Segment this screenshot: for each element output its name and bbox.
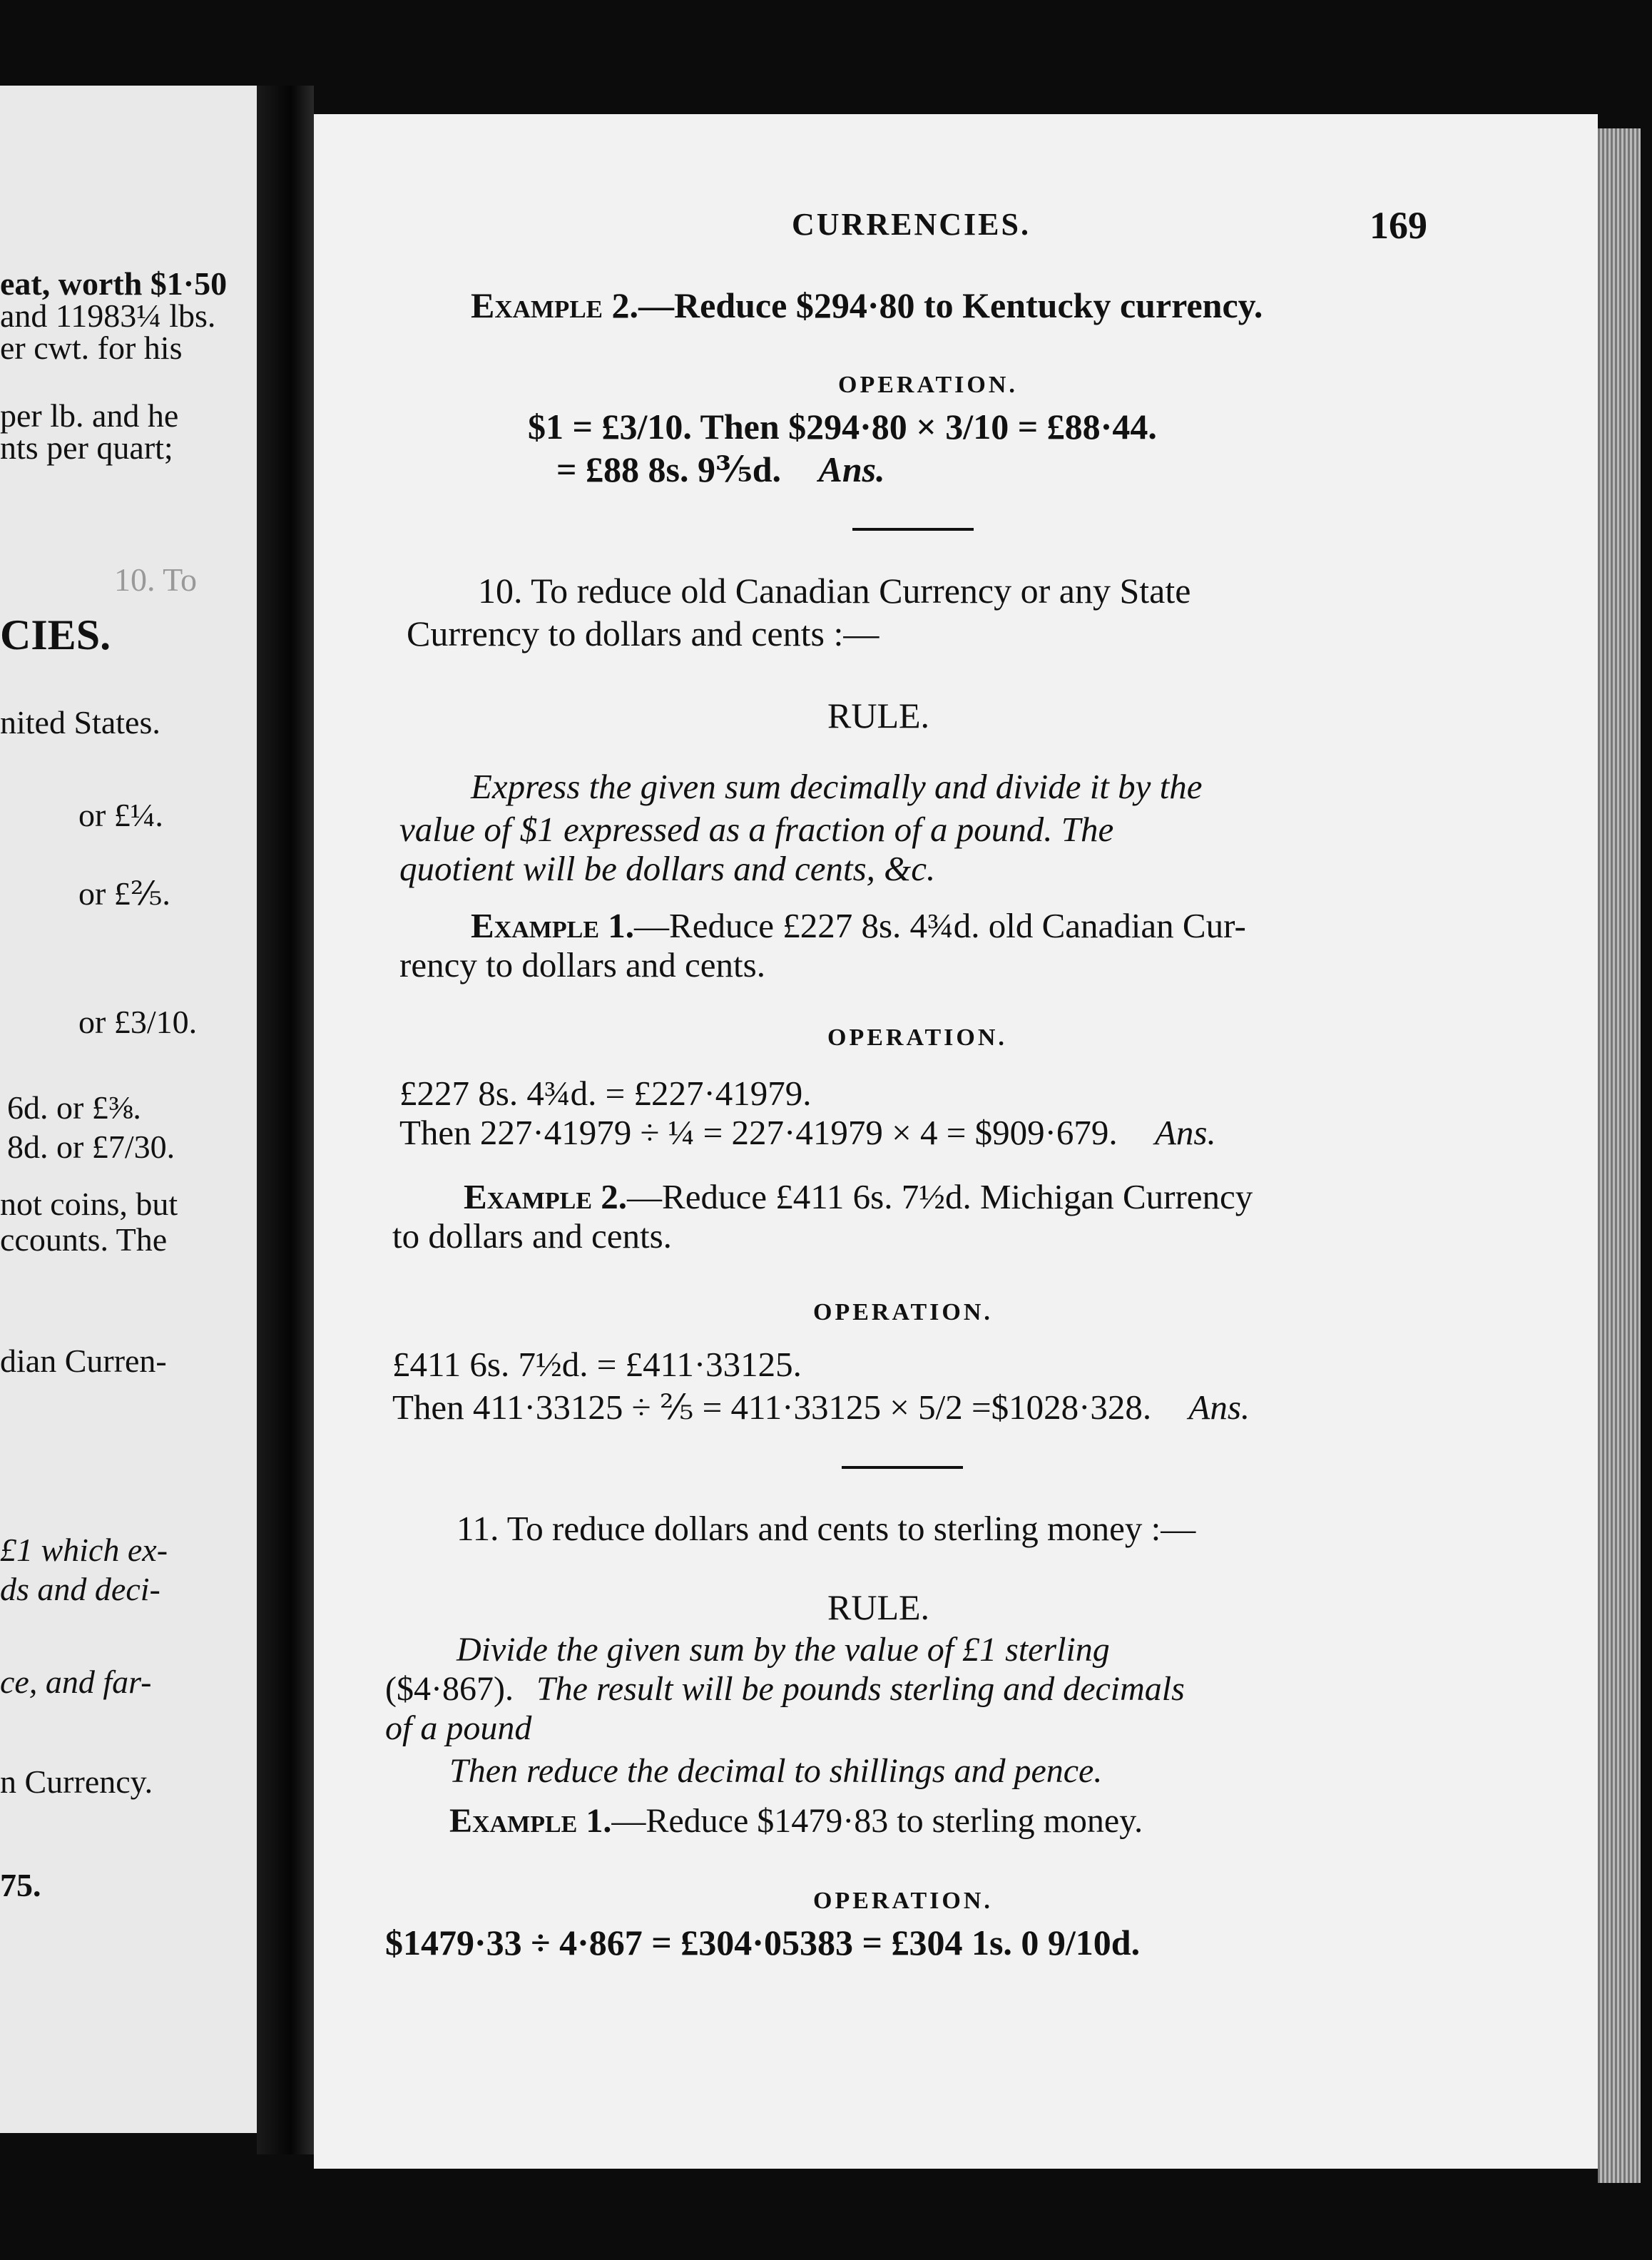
operation-line (399, 1113, 1216, 1153)
rule-text: of a pound (385, 1709, 532, 1747)
left-text: 10. To (114, 561, 198, 598)
operation-heading: OPERATION. (813, 1299, 993, 1325)
left-text: 6d. or £⅜. (7, 1089, 141, 1126)
page-edge (1598, 128, 1641, 2183)
left-text: £1 which ex- (0, 1532, 168, 1568)
left-text: er cwt. for his (0, 330, 183, 366)
rule-text: value of $1 expressed as a fraction of a pound. The (399, 810, 1114, 849)
answer-label: Ans. (818, 449, 885, 489)
answer-label: Ans. (1188, 1388, 1250, 1427)
operation-line: $1479·33 ÷ 4·867 = £304·05383 = £304 1s. 0 9/10d. (385, 1923, 1141, 1963)
left-text: dian Curren- (0, 1343, 167, 1379)
section-10-heading-cont: Currency to dollars and cents :— (407, 614, 879, 653)
rule-text (385, 1669, 1185, 1709)
rule-text: Express the given sum decimally and divide it by the (471, 767, 1203, 806)
left-text: n Currency. (0, 1763, 153, 1800)
operation-equation: Then 227·41979 ÷ ¼ = 227·41979 × 4 = $909·679. (399, 1113, 1118, 1152)
book-gutter (257, 86, 314, 2154)
rule-text-italic: The result will be pounds sterling and decimals (536, 1670, 1185, 1708)
example-label: Example 2. (464, 1177, 628, 1216)
operation-line (556, 449, 885, 491)
example-label: Example 1. (471, 906, 635, 945)
section-10-heading: 10. To reduce old Canadian Currency or any State (478, 571, 1191, 611)
example-line (464, 1177, 1253, 1217)
left-text: or £¼. (78, 797, 163, 833)
example-label: Example 1. (449, 1802, 612, 1840)
rule-heading: RULE. (827, 1587, 930, 1627)
operation-heading: OPERATION. (813, 1888, 993, 1914)
left-text: CIES. (0, 611, 111, 658)
operation-line: £411 6s. 7½d. = £411·33125. (392, 1345, 802, 1384)
left-text: 8d. or £7/30. (7, 1129, 175, 1165)
left-text: per lb. and he (0, 397, 179, 434)
section-11-heading: 11. To reduce dollars and cents to sterling money :— (457, 1509, 1196, 1548)
rule-heading: RULE. (827, 696, 930, 735)
rule-text: Then reduce the decimal to shillings and pence. (449, 1752, 1103, 1790)
example-line (449, 1801, 1143, 1841)
left-text: or £3/10. (78, 1004, 198, 1040)
section-divider (852, 528, 974, 531)
book-page (314, 114, 1598, 2169)
example-text-cont: to dollars and cents. (392, 1216, 672, 1256)
page-number: 169 (1370, 204, 1427, 247)
left-text: ce, and far- (0, 1664, 152, 1700)
left-text: and 11983¼ lbs. (0, 297, 216, 334)
rule-text: Divide the given sum by the value of £1 sterling (457, 1631, 1110, 1669)
left-text: nts per quart; (0, 429, 173, 466)
left-text: not coins, but (0, 1186, 178, 1222)
left-text: eat, worth $1·50 (0, 265, 228, 302)
operation-line: $1 = £3/10. Then $294·80 × 3/10 = £88·44. (528, 407, 1157, 447)
operation-heading: OPERATION. (827, 1024, 1007, 1051)
example-label: Example 2. (471, 285, 639, 325)
operation-result: = £88 8s. 9⅗d. (556, 449, 782, 489)
example-line (471, 285, 1263, 327)
operation-line: £227 8s. 4¾d. = £227·41979. (399, 1074, 812, 1113)
example-text-cont: rency to dollars and cents. (399, 945, 765, 984)
example-text: —Reduce £411 6s. 7½d. Michigan Currency (627, 1177, 1253, 1216)
example-text: —Reduce £227 8s. 4¾d. old Canadian Cur- (634, 906, 1246, 945)
rule-text: quotient will be dollars and cents, &c. (399, 849, 936, 888)
operation-equation: Then 411·33125 ÷ ⅖ = 411·33125 × 5/2 =$1028·328. (392, 1388, 1152, 1427)
left-text: or £⅖. (78, 875, 170, 912)
section-divider (842, 1466, 963, 1469)
running-head: CURRENCIES. (792, 207, 1031, 242)
example-line (471, 906, 1246, 946)
example-text: —Reduce $1479·83 to sterling money. (611, 1802, 1143, 1840)
operation-line (392, 1388, 1250, 1427)
left-text: ds and deci- (0, 1571, 160, 1607)
rule-value: ($4·867). (385, 1670, 514, 1708)
left-text: nited States. (0, 704, 160, 740)
left-text: 75. (0, 1867, 41, 1903)
left-text: ccounts. The (0, 1221, 168, 1258)
operation-heading: OPERATION. (838, 372, 1018, 398)
previous-page-fragment (0, 86, 257, 2133)
answer-label: Ans. (1154, 1113, 1216, 1152)
example-text: —Reduce $294·80 to Kentucky currency. (638, 285, 1263, 325)
